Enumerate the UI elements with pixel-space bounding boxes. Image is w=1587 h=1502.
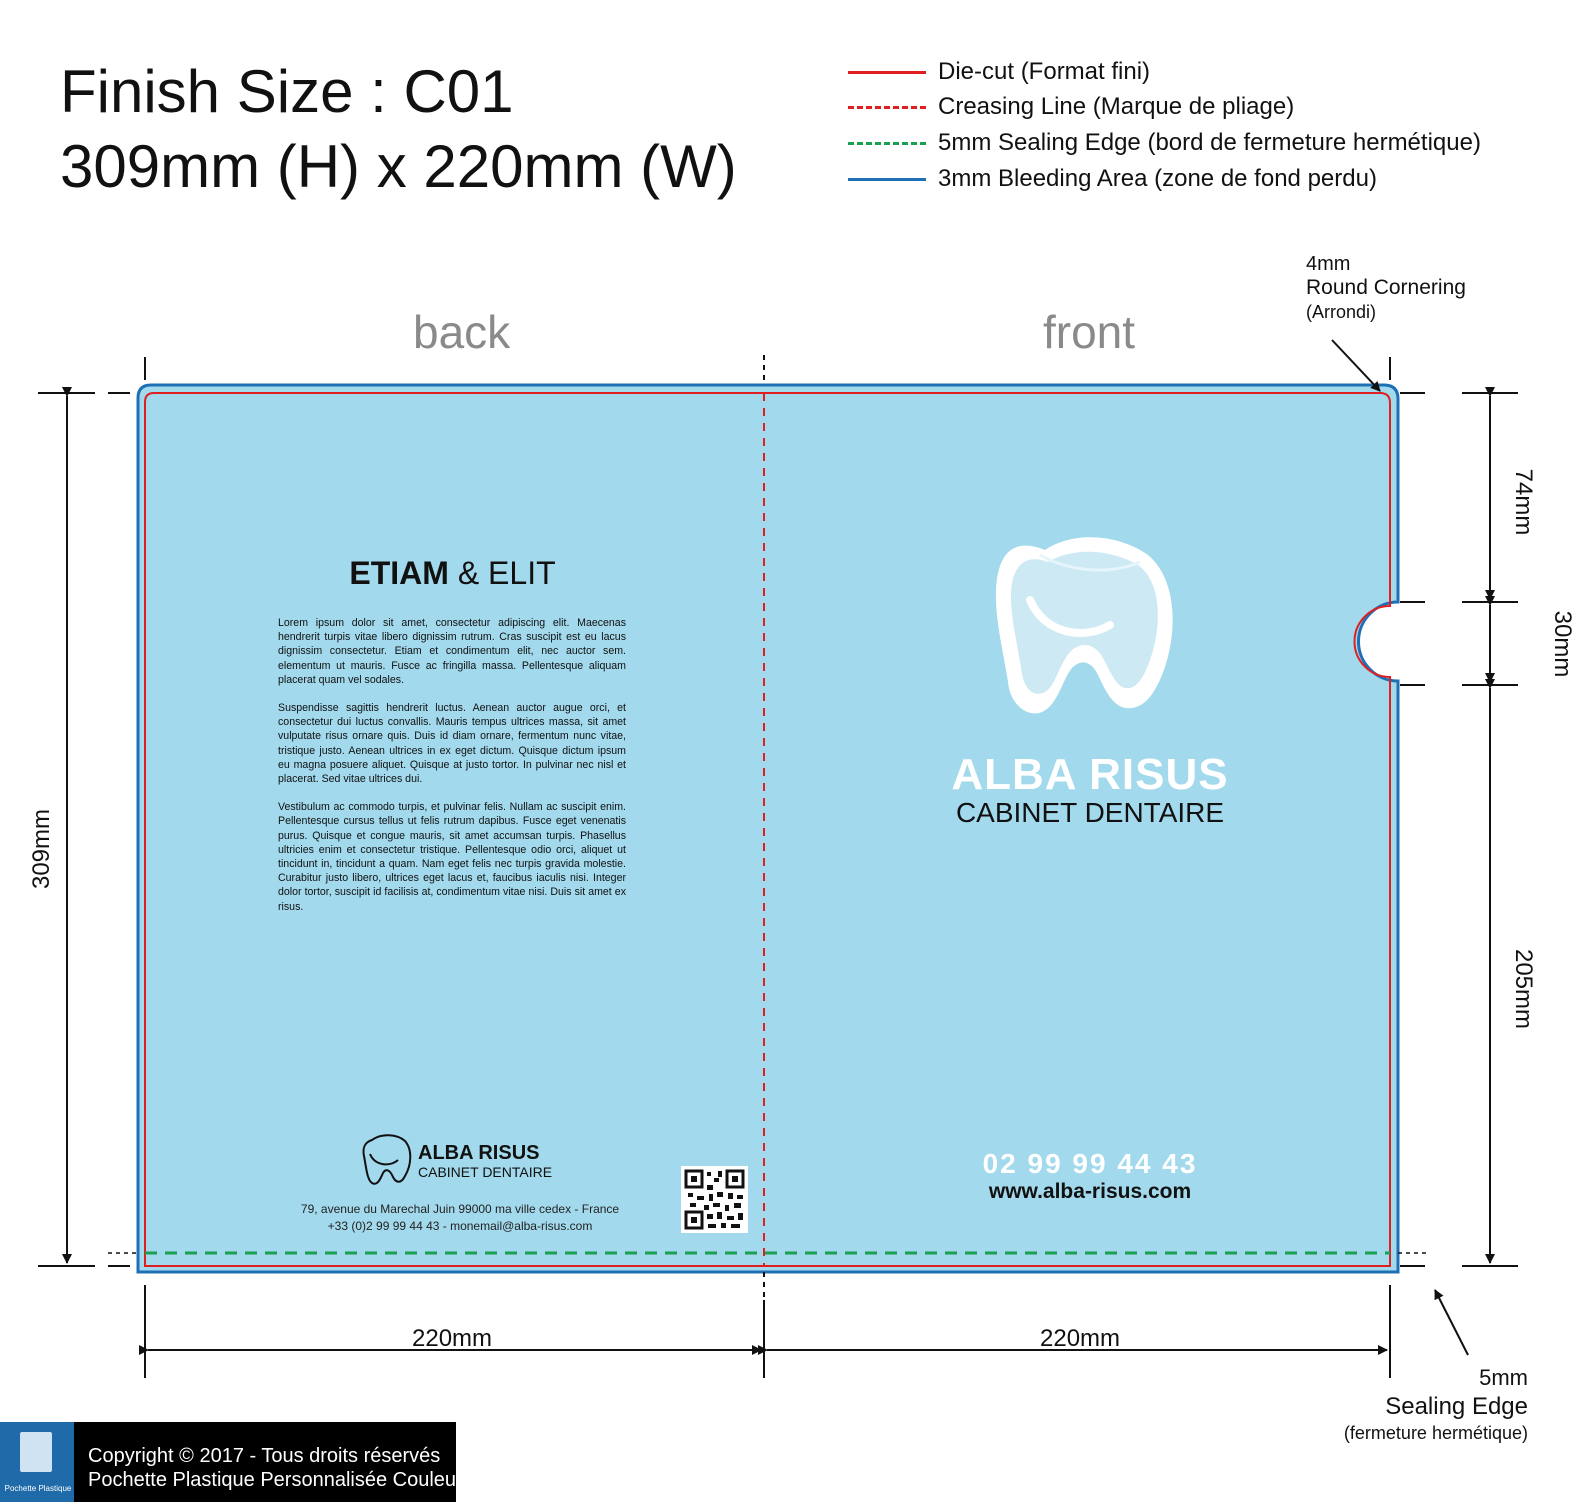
qr-code: [681, 1166, 748, 1233]
corner-note-fr: (Arrondi): [1306, 302, 1377, 322]
sealing-note-size: 5mm: [1479, 1365, 1528, 1390]
pochette-logo-text: Pochette Plastique: [4, 1484, 72, 1493]
front-width-label: 220mm: [1040, 1325, 1121, 1352]
legend-label: Die-cut (Format fini): [938, 58, 1151, 85]
back-label: back: [413, 306, 511, 358]
footer-line1: Copyright © 2017 - Tous droits réservés: [88, 1445, 441, 1467]
sealing-note-fr: (fermeture hermétique): [1343, 1423, 1528, 1443]
bottom-segment-label: 205mm: [1510, 948, 1537, 1030]
legend-label: Creasing Line (Marque de pliage): [938, 93, 1295, 120]
corner-note-title: Round Cornering: [1306, 276, 1466, 299]
legend-label: 3mm Bleeding Area (zone de fond perdu): [938, 165, 1377, 192]
corner-note-size: 4mm: [1306, 253, 1351, 275]
back-address: 79, avenue du Marechal Juin 99000 ma ville cedex - France: [300, 1202, 620, 1216]
sealing-pointer-arrow: [1435, 1290, 1468, 1355]
front-website: www.alba-risus.com: [988, 1180, 1192, 1203]
back-heading-bold: ETIAM: [349, 555, 449, 591]
height-label: 309mm: [28, 808, 55, 890]
corner-note: [1306, 252, 1466, 324]
front-phone: 02 99 99 44 43: [982, 1148, 1198, 1179]
paragraph: Vestibulum ac commodo turpis, et pulvinar felis. Nullam ac suscipit enim. Pellentesque cursus tellus ut felis rutrum dapibus. Fusce eget venenatis purus. Quisque et congue mauris, sit amet accumsan turpis. Phasellus ultricies enim et consectetur tristique. Pellentesque odio orci, aliquet ut tincidunt in, tincidunt a quam. Nam eget felis nec turpis gravida molestie. Curabitur justo libero, ultrices eget lacus et, faucibus iaculis nisi. Integer dolor tortor, suscipit id facilisis at, condimentum vitae nisi. Duis sit amet ex risus.: [278, 801, 626, 913]
finish-size-title: Finish Size : C01: [60, 58, 514, 125]
dimensions-title: 309mm (H) x 220mm (W): [60, 133, 737, 200]
paragraph: Lorem ipsum dolor sit amet, consectetur adipiscing elit. Maecenas hendrerit turpis vitae libero dignissim rutrum. Cras suscipit est eu lacus dignissim consectetur. Etiam et condimentum elit, nec auctor sem. elementum ut mauris. Fusce ac fringilla massa. Pellentesque aliquam placerat quam vel sodales.: [278, 617, 626, 686]
back-contact: +33 (0)2 99 99 44 43 - monemail@alba-risus.com: [327, 1219, 593, 1233]
legend-label: 5mm Sealing Edge (bord de fermeture hermétique): [938, 129, 1481, 156]
back-body-text: [278, 616, 626, 928]
top-segment-label: 74mm: [1510, 468, 1537, 536]
notch-segment-label: 30mm: [1549, 610, 1576, 678]
front-label: front: [1043, 306, 1136, 358]
corner-pointer-arrow: [1332, 340, 1380, 391]
paragraph: Suspendisse sagittis hendrerit luctus. Aenean auctor augue orci, et consectetur dui luctus convallis. Mauris tempus ultrices massa, sit amet vulputate risus ornare quis. Duis id diam ornare, fermentum nunc vitae, tristique justo. Aenean ultrices in ex eget dictum. Quisque dictum ipsum eu magna posuere aliquet. Quisque at justo tortor. In pulvinar nec nisl et placerat. Sed vitae ultrices dui.: [278, 702, 626, 786]
front-brand-name: ALBA RISUS: [951, 750, 1229, 799]
sealing-note-title: Sealing Edge: [1385, 1393, 1528, 1420]
back-heading-rest: & ELIT: [448, 555, 556, 591]
back-logo-name: ALBA RISUS: [418, 1142, 540, 1164]
pochette-logo: [0, 1422, 74, 1502]
front-brand-sub: CABINET DENTAIRE: [955, 797, 1225, 828]
sealing-note: [1300, 1364, 1528, 1444]
back-logo-sub: CABINET DENTAIRE: [418, 1164, 553, 1180]
back-width-label: 220mm: [412, 1325, 493, 1352]
folder-icon: [20, 1432, 52, 1472]
back-heading: [280, 555, 625, 592]
footer-line2: Pochette Plastique Personnalisée Couleur: [88, 1469, 463, 1491]
